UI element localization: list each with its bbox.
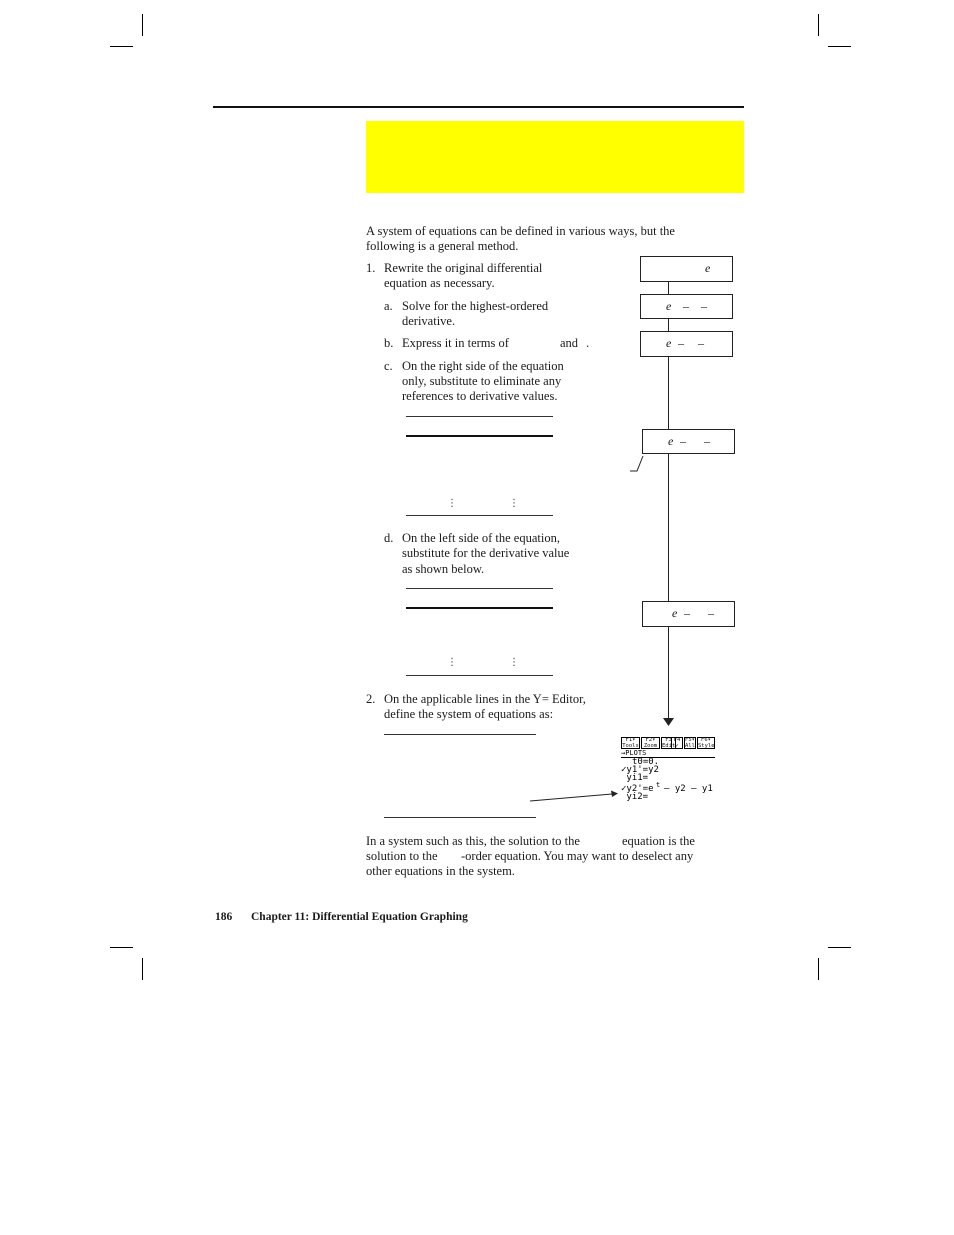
calc-line-y1: ✓y1'=y2 (621, 765, 659, 775)
table-d-header-rule (406, 607, 553, 609)
calc-line-t0: t0=0. (632, 757, 660, 767)
header-rule (213, 106, 744, 108)
table-step2-top-rule (384, 734, 536, 735)
fkey-f3-edit: F3 Edit (662, 737, 676, 749)
intro-line-2: following is a general method. (366, 239, 519, 253)
step-c-line-3: references to derivative values. (402, 389, 558, 403)
step-b-and: and (560, 336, 579, 350)
flow-box-1 (640, 256, 733, 282)
crop-mark (828, 46, 851, 47)
flow-box-2: e – – (640, 294, 733, 319)
crop-mark (828, 947, 851, 948)
callout-leader-line (628, 455, 648, 475)
step-a-letter: a. (384, 299, 393, 313)
step-d-line-3: as shown below. (402, 562, 485, 576)
table-d-ellipsis-right: ⋮ (509, 657, 519, 668)
step-c-line-1: On the right side of the equation (402, 359, 564, 373)
calc-header-plots: →PLOTS (621, 749, 647, 757)
table-c-header-rule (406, 435, 553, 437)
flow-connector (668, 319, 669, 331)
calc-line-yi1: yi1= (621, 773, 649, 783)
flow-box-1-e: e (705, 261, 711, 275)
flow-box-3: e – – (640, 331, 733, 357)
fkey-f5-all: F5▾ All (685, 737, 695, 749)
table-d-top-rule (406, 588, 553, 589)
table-c-bottom-rule (406, 515, 553, 516)
flow-box-5: e – – (642, 601, 735, 627)
flow-box-4: e – – (642, 429, 735, 454)
calc-line-y2: ✓y2'=e (621, 784, 654, 794)
step-b-period: . (586, 336, 590, 350)
step-1-line-1: Rewrite the original differential (384, 261, 543, 275)
pointer-arrow-icon (528, 786, 620, 804)
fkey-f6-style: F6▾ Style (698, 737, 715, 749)
flow-connector (668, 282, 669, 294)
table-d-ellipsis-left: ⋮ (447, 657, 457, 668)
crop-mark (142, 14, 143, 36)
step-a-line-1: Solve for the highest-ordered (402, 299, 549, 313)
table-step2-bottom-rule (384, 817, 536, 818)
fkey-f1-tools: F1▾ Tools (622, 737, 639, 749)
crop-mark (818, 958, 819, 980)
flow-connector (668, 454, 669, 601)
closing-line-3: other equations in the system. (366, 864, 515, 878)
crop-mark (110, 46, 133, 47)
step-d-line-2: substitute for the derivative value (402, 546, 570, 560)
step-1-line-2: equation as necessary. (384, 276, 495, 290)
step-2-number: 2. (366, 692, 376, 706)
table-c-top-rule (406, 416, 553, 417)
fkey-f2-zoom: F2▾ Zoom (641, 737, 660, 749)
step-2-line-2: define the system of equations as: (384, 707, 554, 721)
step-1-number: 1. (366, 261, 376, 275)
table-c-ellipsis-right: ⋮ (509, 498, 519, 509)
step-d-line-1: On the left side of the equation, (402, 531, 560, 545)
calculator-screen (621, 737, 715, 803)
calc-line-y2-exponent: t (656, 781, 661, 789)
page-number: 186 (215, 911, 233, 923)
step-2-line-1: On the applicable lines in the Y= Editor, (384, 692, 586, 706)
step-d-letter: d. (384, 531, 394, 545)
closing-line-2b: -order equation. You may want to deselect any (461, 849, 694, 863)
flow-arrowhead-icon (663, 718, 674, 727)
table-d-bottom-rule (406, 675, 553, 676)
chapter-title: Chapter 11: Differential Equation Graphing (251, 911, 468, 923)
step-b-letter: b. (384, 336, 394, 350)
fkey-f4-check-visible: F4 ✓ (671, 737, 683, 749)
crop-mark (818, 14, 819, 36)
step-a-line-2: derivative. (402, 314, 456, 328)
title-highlight-band (366, 121, 744, 193)
flow-connector (668, 627, 669, 720)
calc-line-yi2: yi2= (621, 792, 649, 802)
crop-mark (142, 958, 143, 980)
step-b-line-1: Express it in terms of (402, 336, 509, 350)
flow-connector (668, 357, 669, 429)
table-c-ellipsis-left: ⋮ (447, 498, 457, 509)
closing-line-1a: In a system such as this, the solution to the (366, 834, 580, 848)
calc-line-y2-tail: – y2 – y1 (664, 784, 713, 794)
crop-mark (110, 947, 133, 948)
step-c-letter: c. (384, 359, 393, 373)
step-c-line-2: only, substitute to eliminate any (402, 374, 562, 388)
closing-line-2a: solution to the (366, 849, 438, 863)
closing-line-1b: equation is the (622, 834, 695, 848)
intro-line-1: A system of equations can be defined in various ways, but the (366, 224, 675, 238)
